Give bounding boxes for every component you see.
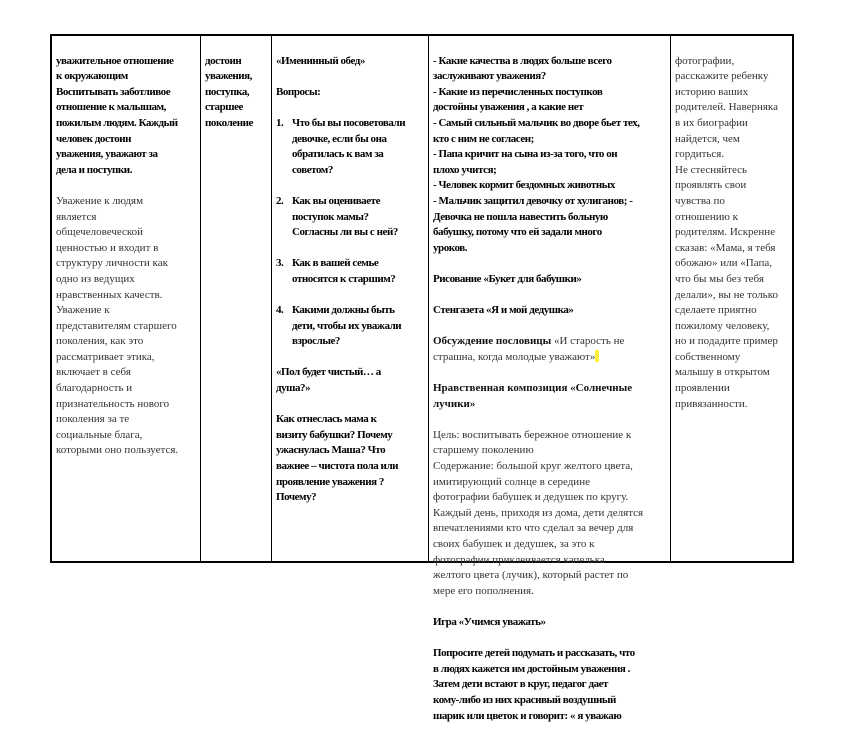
question-item: [276, 256, 425, 287]
story-title-2: «Пол будет чистый… а душа?»: [276, 366, 381, 395]
drawing-activity: Рисование «Букет для бабушки»: [433, 272, 582, 285]
story-questions-2: Как отнеслась мама к визиту бабушки? Почему ужаснулась Маша? Что важнее – чистота пола или проявление уважения ? Почему?: [276, 413, 399, 504]
question-number: 2.: [276, 194, 284, 207]
lesson-plan-table: [50, 34, 794, 722]
activities-column: [429, 36, 671, 722]
reading-column: [272, 36, 429, 561]
question-item: [276, 194, 425, 241]
composition-title: Нравственная композиция «Солнечные лучики»: [433, 382, 633, 410]
respect-description: Уважение к людям является общечеловеческой ценностью и входит в структуру личности как одно из ведущих нравственных качеств. Уважение к представителям старшего поколения, как это рассматривает этика, включает в себя благодарность и признательность нового поколения за те социальные блага, которыми оно пользуется.: [56, 194, 179, 457]
goals-column: [52, 36, 201, 561]
question-number: 3.: [276, 257, 284, 270]
story-title-1: «Именинный обед»: [276, 54, 365, 67]
newspaper-activity: Стенгазета «Я и мой дедушка»: [433, 304, 574, 317]
composition-text: Цель: воспитывать бережное отношение к старшему поколению Содержание: большой круг желтого цвета, имитирующий солнце в середине фотографии бабушек и дедушек по кругу. Каждый день, приходя из дома, дети делятся впечатлениями кто что сделал за вечер для своих бабушек и дедушек, за это к фотографии приклеивается капелька желтого цвета (лучик), который растет по мере его пополнения.: [433, 428, 644, 597]
question-text: Какими должны быть дети, чтобы их уважали взрослые?: [292, 304, 402, 348]
question-number: 4.: [276, 304, 284, 317]
question-item: [276, 116, 425, 178]
question-number: 1.: [276, 116, 284, 129]
question-text: Как в вашей семье относятся к старшим?: [292, 257, 396, 285]
game-title: Игра «Учимся уважать»: [433, 615, 546, 628]
questions-label: Вопросы:: [276, 85, 321, 98]
parents-column: [671, 36, 792, 561]
highlight-mark: [595, 350, 599, 362]
discussion-questions: - Какие качества в людях больше всего заслуживают уважения? - Какие из перечисленных поступков достойны уважения , а какие нет - Самый сильный мальчик во дворе бьет тех, кто с ним не согласен; - Папа кричит на сына из-за того, что он плохо учится; - Человек кормит бездомных животных - Мальчик защитил девочку от хулиганов; - Девочка не пошла навестить больную бабушку, потому что ей задали много уроков.: [433, 54, 640, 254]
parents-advice: фотографии, расскажите ребенку историю ваших родителей. Наверняка в их биографии найдется, чем гордиться. Не стесняйтесь проявлять свои чувства по отношению к родителям. Искренне сказав: «Мама, я тебя обожаю» или «Папа, что бы мы без тебя делали», вы не только сделаете приятно пожилому человеку, но и подадите пример собственному малышу в открытом проявлении привязанности.: [675, 54, 778, 410]
proverb-text: «И старость не страшна, когда молодые уважают»: [433, 335, 625, 363]
vocabulary-column: [201, 36, 272, 561]
question-item: [276, 303, 425, 350]
question-text: Что бы вы посоветовали девочке, если бы она обратилась к вам за советом?: [292, 116, 406, 176]
proverb-discussion: [433, 334, 667, 365]
question-text: Как вы оцениваете поступок мамы? Согласны ли вы с ней?: [292, 194, 398, 239]
proverb-label: Обсуждение пословицы: [433, 335, 552, 348]
goals-text: уважительное отношение к окружающим Воспитывать заботливое отношение к малышам, пожилым людям. Каждый человек достоин уважения, уважают за дела и поступки.: [56, 54, 178, 176]
vocabulary-text: достоин уважения, поступка, старшее поколение: [205, 54, 253, 129]
game-text: Попросите детей подумать и рассказать, что в людях кажется им достойным уважения . Затем дети встают в круг, педагог дает кому-либо из них красивый воздушный шарик или цветок и говорит: « я уважаю: [433, 647, 635, 722]
